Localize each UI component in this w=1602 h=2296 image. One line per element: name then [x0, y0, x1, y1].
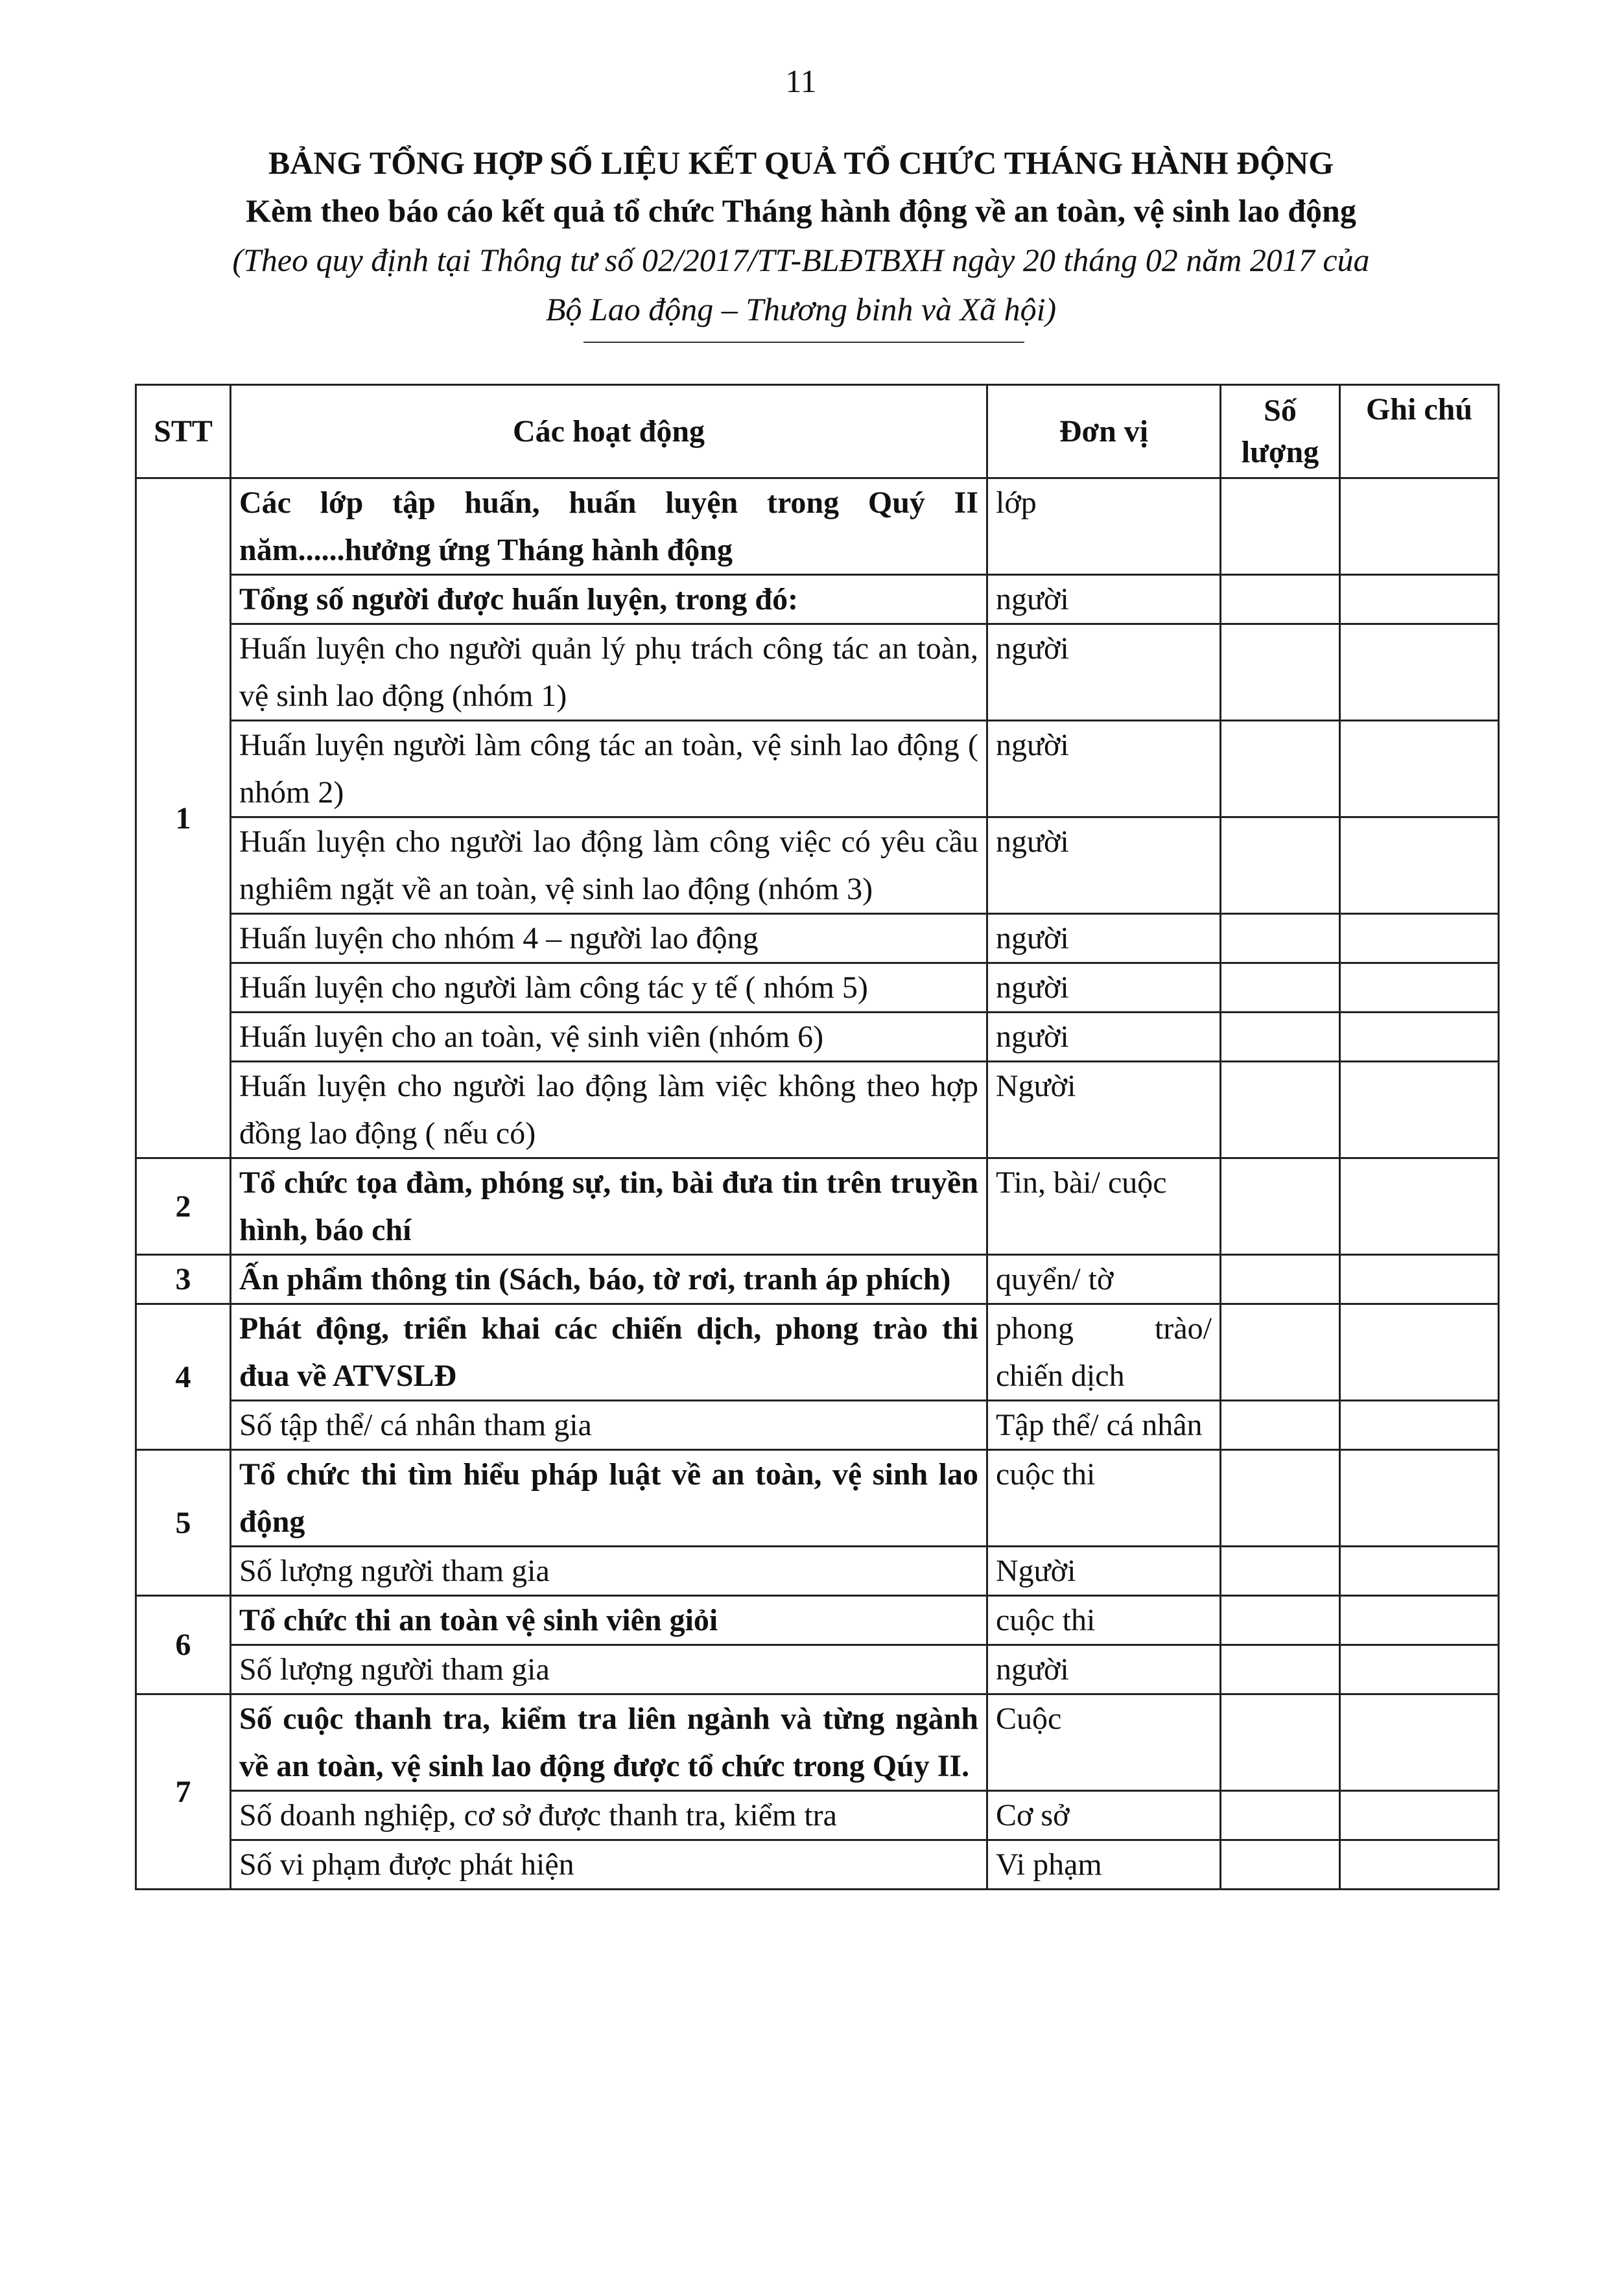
row-note-cell[interactable] — [1340, 1694, 1499, 1791]
table-row — [136, 1255, 1499, 1304]
row-activity: Huấn luyện người làm công tác an toàn, vệ sinh lao động ( nhóm 2) — [231, 721, 987, 817]
summary-table-container — [135, 384, 1500, 1890]
header-activity: Các hoạt động — [231, 385, 987, 478]
row-activity: Ấn phẩm thông tin (Sách, báo, tờ rơi, tranh áp phích) — [231, 1255, 987, 1304]
row-note-cell[interactable] — [1340, 1013, 1499, 1062]
row-activity: Số cuộc thanh tra, kiểm tra liên ngành và từng ngành về an toàn, vệ sinh lao động được tổ chức trong Qúy II. — [231, 1694, 987, 1791]
row-unit: người — [987, 1645, 1221, 1694]
row-unit: Cơ sở — [987, 1791, 1221, 1840]
row-quantity-cell[interactable] — [1221, 963, 1340, 1013]
row-quantity-cell[interactable] — [1221, 1401, 1340, 1450]
row-activity: Số vi phạm được phát hiện — [231, 1840, 987, 1890]
row-activity: Số doanh nghiệp, cơ sở được thanh tra, kiểm tra — [231, 1791, 987, 1840]
row-activity: Huấn luyện cho người lao động làm việc không theo hợp đồng lao động ( nếu có) — [231, 1062, 987, 1158]
row-note-cell[interactable] — [1340, 1255, 1499, 1304]
underline-divider — [583, 342, 1024, 343]
row-unit: Tin, bài/ cuộc — [987, 1158, 1221, 1255]
page-number: 11 — [785, 63, 817, 99]
table-row — [136, 478, 1499, 575]
row-quantity-cell[interactable] — [1221, 1596, 1340, 1645]
table-row — [136, 1158, 1499, 1255]
row-quantity-cell[interactable] — [1221, 1791, 1340, 1840]
header-unit: Đơn vị — [987, 385, 1221, 478]
table-header-row — [136, 385, 1499, 478]
table-row — [136, 1450, 1499, 1547]
row-unit: người — [987, 914, 1221, 963]
row-activity: Tổng số người được huấn luyện, trong đó: — [231, 575, 987, 624]
row-note-cell[interactable] — [1340, 1062, 1499, 1158]
row-quantity-cell[interactable] — [1221, 1013, 1340, 1062]
row-unit: người — [987, 575, 1221, 624]
table-row — [136, 1062, 1499, 1158]
row-activity: Tổ chức thi tìm hiểu pháp luật về an toàn, vệ sinh lao động — [231, 1450, 987, 1547]
row-quantity-cell[interactable] — [1221, 1694, 1340, 1791]
row-activity: Phát động, triển khai các chiến dịch, phong trào thi đua về ATVSLĐ — [231, 1304, 987, 1401]
row-note-cell[interactable] — [1340, 963, 1499, 1013]
row-note-cell[interactable] — [1340, 1645, 1499, 1694]
row-quantity-cell[interactable] — [1221, 1547, 1340, 1596]
row-activity: Huấn luyện cho người làm công tác y tế ( nhóm 5) — [231, 963, 987, 1013]
row-note-cell[interactable] — [1340, 1304, 1499, 1401]
row-unit: người — [987, 624, 1221, 721]
legal-basis-line-2: Bộ Lao động – Thương binh và Xã hội) — [545, 291, 1057, 327]
table-row — [136, 914, 1499, 963]
row-quantity-cell[interactable] — [1221, 1304, 1340, 1401]
row-note-cell[interactable] — [1340, 721, 1499, 817]
row-note-cell[interactable] — [1340, 1596, 1499, 1645]
summary-table — [135, 384, 1500, 1890]
row-note-cell[interactable] — [1340, 1450, 1499, 1547]
row-unit: cuộc thi — [987, 1450, 1221, 1547]
table-row — [136, 1694, 1499, 1791]
header-quantity: Số lượng — [1221, 385, 1340, 478]
row-activity: Tổ chức tọa đàm, phóng sự, tin, bài đưa tin trên truyền hình, báo chí — [231, 1158, 987, 1255]
row-note-cell[interactable] — [1340, 1840, 1499, 1890]
row-stt: 1 — [136, 478, 231, 1158]
row-unit: Người — [987, 1062, 1221, 1158]
document-title: BẢNG TỔNG HỢP SỐ LIỆU KẾT QUẢ TỔ CHỨC THÁNG HÀNH ĐỘNG — [268, 145, 1334, 181]
row-note-cell[interactable] — [1340, 817, 1499, 914]
table-row — [136, 575, 1499, 624]
row-stt: 6 — [136, 1596, 231, 1694]
row-activity: Huấn luyện cho an toàn, vệ sinh viên (nhóm 6) — [231, 1013, 987, 1062]
row-note-cell[interactable] — [1340, 1158, 1499, 1255]
row-quantity-cell[interactable] — [1221, 1062, 1340, 1158]
row-unit: Vi phạm — [987, 1840, 1221, 1890]
table-row — [136, 817, 1499, 914]
row-stt: 5 — [136, 1450, 231, 1596]
row-note-cell[interactable] — [1340, 1791, 1499, 1840]
row-activity: Số lượng người tham gia — [231, 1547, 987, 1596]
row-stt: 2 — [136, 1158, 231, 1255]
table-row — [136, 624, 1499, 721]
row-quantity-cell[interactable] — [1221, 1158, 1340, 1255]
row-note-cell[interactable] — [1340, 624, 1499, 721]
row-quantity-cell[interactable] — [1221, 624, 1340, 721]
row-unit: Tập thể/ cá nhân — [987, 1401, 1221, 1450]
row-unit: người — [987, 721, 1221, 817]
table-row — [136, 1304, 1499, 1401]
row-quantity-cell[interactable] — [1221, 1450, 1340, 1547]
row-unit: người — [987, 1013, 1221, 1062]
row-activity: Huấn luyện cho người quản lý phụ trách công tác an toàn, vệ sinh lao động (nhóm 1) — [231, 624, 987, 721]
table-row — [136, 1013, 1499, 1062]
row-activity: Các lớp tập huấn, huấn luyện trong Quý II năm......hưởng ứng Tháng hành động — [231, 478, 987, 575]
row-stt: 4 — [136, 1304, 231, 1450]
row-note-cell[interactable] — [1340, 1401, 1499, 1450]
table-row — [136, 1791, 1499, 1840]
table-row — [136, 721, 1499, 817]
header-stt: STT — [136, 385, 231, 478]
row-quantity-cell[interactable] — [1221, 817, 1340, 914]
table-row — [136, 1401, 1499, 1450]
row-activity: Số lượng người tham gia — [231, 1645, 987, 1694]
row-note-cell[interactable] — [1340, 1547, 1499, 1596]
row-quantity-cell[interactable] — [1221, 914, 1340, 963]
row-stt: 3 — [136, 1255, 231, 1304]
table-row — [136, 1547, 1499, 1596]
row-activity: Huấn luyện cho người lao động làm công việc có yêu cầu nghiêm ngặt về an toàn, vệ sinh lao động (nhóm 3) — [231, 817, 987, 914]
row-quantity-cell[interactable] — [1221, 1645, 1340, 1694]
row-note-cell[interactable] — [1340, 575, 1499, 624]
row-unit: Người — [987, 1547, 1221, 1596]
row-quantity-cell[interactable] — [1221, 721, 1340, 817]
row-unit: người — [987, 963, 1221, 1013]
row-note-cell[interactable] — [1340, 914, 1499, 963]
row-unit: lớp — [987, 478, 1221, 575]
row-activity: Tổ chức thi an toàn vệ sinh viên giỏi — [231, 1596, 987, 1645]
row-unit: quyển/ tờ — [987, 1255, 1221, 1304]
row-unit: cuộc thi — [987, 1596, 1221, 1645]
row-note-cell[interactable] — [1340, 478, 1499, 575]
row-quantity-cell[interactable] — [1221, 575, 1340, 624]
row-unit: phong trào/ chiến dịch — [987, 1304, 1221, 1401]
row-stt: 7 — [136, 1694, 231, 1890]
document-subtitle: Kèm theo báo cáo kết quả tổ chức Tháng hành động về an toàn, vệ sinh lao động — [246, 193, 1356, 229]
row-activity: Số tập thể/ cá nhân tham gia — [231, 1401, 987, 1450]
table-row — [136, 1596, 1499, 1645]
legal-basis-line-1: (Theo quy định tại Thông tư số 02/2017/TT-BLĐTBXH ngày 20 tháng 02 năm 2017 của — [232, 242, 1370, 278]
row-unit: Cuộc — [987, 1694, 1221, 1791]
row-quantity-cell[interactable] — [1221, 1255, 1340, 1304]
table-row — [136, 1645, 1499, 1694]
header-note: Ghi chú — [1340, 385, 1499, 478]
table-body — [136, 478, 1499, 1890]
row-activity: Huấn luyện cho nhóm 4 – người lao động — [231, 914, 987, 963]
table-row — [136, 1840, 1499, 1890]
row-unit: người — [987, 817, 1221, 914]
table-row — [136, 963, 1499, 1013]
row-quantity-cell[interactable] — [1221, 478, 1340, 575]
row-quantity-cell[interactable] — [1221, 1840, 1340, 1890]
